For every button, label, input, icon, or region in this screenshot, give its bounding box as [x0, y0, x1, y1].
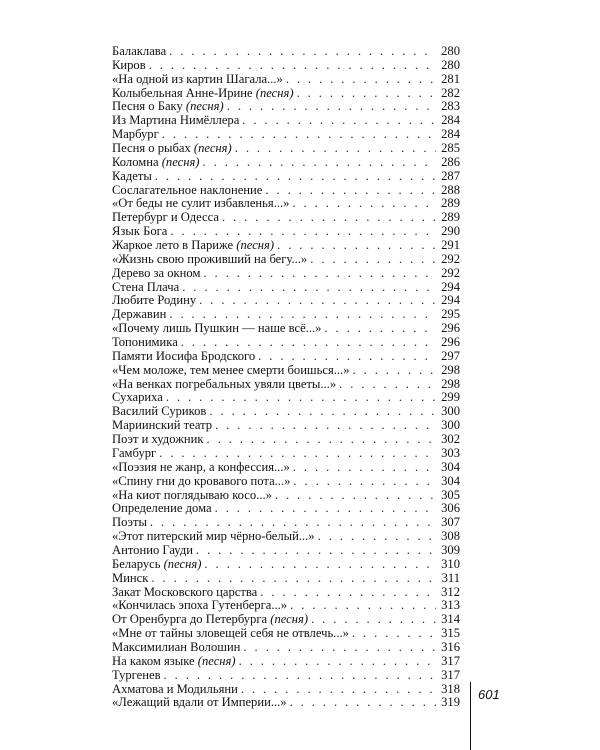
toc-entry-title-text: «Чем моложе, тем менее смерти боишься...»	[112, 362, 350, 377]
toc-entry-page: 298	[441, 362, 460, 377]
toc-entry	[112, 558, 460, 572]
toc-entry-title	[112, 142, 235, 156]
toc-entry-title-text: Топонимика	[112, 335, 178, 350]
toc-leader-dots	[170, 225, 436, 239]
toc-entry-page: 283	[441, 99, 460, 114]
toc-entry-title	[112, 308, 169, 322]
toc-entry-title	[112, 128, 162, 142]
table-of-contents	[112, 45, 460, 710]
toc-entry-title-text: От Оренбурга до Петербурга	[112, 612, 271, 627]
toc-leader-dots	[150, 516, 436, 530]
toc-entry-page: 304	[441, 473, 460, 488]
toc-entry-page: 284	[441, 127, 460, 142]
toc-entry-page: 310	[441, 556, 460, 571]
toc-entry-page: 291	[441, 238, 460, 253]
toc-entry	[112, 461, 460, 475]
toc-entry-title	[112, 170, 155, 184]
toc-entry	[112, 87, 460, 101]
toc-entry-page: 299	[441, 390, 460, 405]
toc-leader-dots	[196, 544, 436, 558]
toc-entry	[112, 586, 460, 600]
toc-entry-title	[112, 544, 196, 558]
toc-entry-title	[112, 613, 311, 627]
toc-entry	[112, 544, 460, 558]
toc-leader-dots	[209, 405, 436, 419]
toc-entry-page: 289	[441, 196, 460, 211]
toc-entry-page: 311	[441, 570, 460, 585]
toc-entry	[112, 696, 460, 710]
toc-entry-title	[112, 239, 277, 253]
toc-entry	[112, 322, 460, 336]
toc-entry-title-text: Антонио Гауди	[112, 542, 193, 557]
toc-entry-page: 303	[441, 445, 460, 460]
toc-leader-dots	[292, 197, 436, 211]
toc-leader-dots	[227, 100, 436, 114]
toc-entry	[112, 530, 460, 544]
toc-entry-page: 317	[441, 653, 460, 668]
toc-entry-title-text: Ахматова и Модильяни	[112, 681, 238, 696]
toc-entry	[112, 613, 460, 627]
toc-entry-title-text: «Лежащий вдали от Империи...»	[112, 695, 287, 710]
toc-entry	[112, 156, 460, 170]
toc-entry-title	[112, 516, 150, 530]
toc-entry-title-text: «Жизнь свою проживший на бегу...»	[112, 251, 308, 266]
toc-entry	[112, 475, 460, 489]
toc-entry-page: 302	[441, 432, 460, 447]
toc-entry-title	[112, 378, 339, 392]
toc-leader-dots	[203, 267, 436, 281]
toc-leader-dots	[162, 128, 436, 142]
toc-entry	[112, 267, 460, 281]
toc-entry-title	[112, 336, 181, 350]
toc-leader-dots	[275, 489, 436, 503]
toc-entry	[112, 184, 460, 198]
toc-entry-title-text: Минск	[112, 570, 149, 585]
toc-entry-title-text: Определение дома	[112, 501, 212, 516]
toc-entry-note: (песня)	[161, 154, 200, 169]
toc-entry-title-text: «На киот поглядываю косо...»	[112, 487, 272, 502]
toc-entry-title-text: «Почему лишь Пушкин — наше всё...»	[112, 321, 322, 336]
toc-entry	[112, 378, 460, 392]
toc-entry-note: (песня)	[193, 141, 232, 156]
toc-entry-page: 308	[441, 529, 460, 544]
toc-entry-title-text: Песня о рыбах	[112, 141, 194, 156]
toc-entry-title	[112, 475, 293, 489]
toc-leader-dots	[243, 641, 436, 655]
toc-entry	[112, 253, 460, 267]
toc-entry-title	[112, 502, 215, 516]
toc-entry-page: 294	[441, 279, 460, 294]
toc-entry	[112, 572, 460, 586]
toc-leader-dots	[164, 669, 436, 683]
toc-leader-dots	[235, 142, 436, 156]
toc-leader-dots	[318, 530, 436, 544]
toc-entry-title	[112, 350, 258, 364]
toc-entry	[112, 142, 460, 156]
toc-entry-title	[112, 225, 170, 239]
toc-entry	[112, 489, 460, 503]
toc-leader-dots	[352, 627, 436, 641]
toc-entry	[112, 225, 460, 239]
toc-entry	[112, 336, 460, 350]
toc-entry-title	[112, 114, 242, 128]
toc-entry-page: 316	[441, 639, 460, 654]
toc-entry-title-text: Коломна	[112, 154, 162, 169]
toc-entry-title	[112, 461, 293, 475]
toc-entry-page: 281	[441, 71, 460, 86]
toc-entry-title-text: «На одной из картин Шагала...»	[112, 71, 283, 86]
toc-entry-title-text: Сухариха	[112, 390, 163, 405]
toc-leader-dots	[149, 59, 436, 73]
toc-entry-page: 312	[441, 584, 460, 599]
toc-entry-page: 309	[441, 542, 460, 557]
toc-entry-page: 285	[441, 141, 460, 156]
toc-entry-title-text: Песня о Баку	[112, 99, 186, 114]
toc-entry-title-text: Колыбельная Анне-Ирине	[112, 85, 256, 100]
toc-entry-page: 305	[441, 487, 460, 502]
toc-entry	[112, 669, 460, 683]
toc-entry-page: 297	[441, 348, 460, 363]
toc-leader-dots	[353, 364, 437, 378]
toc-leader-dots	[297, 87, 436, 101]
toc-entry-title-text: Кадеты	[112, 168, 152, 183]
toc-entry	[112, 433, 460, 447]
toc-entry	[112, 419, 460, 433]
margin-rule	[470, 682, 471, 750]
toc-entry-title	[112, 683, 241, 697]
toc-entry	[112, 100, 460, 114]
toc-entry-page: 314	[441, 612, 460, 627]
toc-entry	[112, 627, 460, 641]
toc-leader-dots	[339, 378, 436, 392]
toc-entry-title-text: Сослагательное наклонение	[112, 182, 263, 197]
toc-entry	[112, 405, 460, 419]
toc-entry-title-text: «Кончилась эпоха Гутенберга...»	[112, 598, 288, 613]
toc-entry-page: 280	[441, 44, 460, 58]
toc-entry-note: (песня)	[163, 556, 202, 571]
toc-entry-title	[112, 45, 169, 59]
toc-entry-page: 286	[441, 154, 460, 169]
toc-leader-dots	[293, 461, 436, 475]
toc-leader-dots	[310, 253, 436, 267]
toc-entry	[112, 197, 460, 211]
toc-entry-note: (песня)	[255, 85, 294, 100]
toc-entry-title	[112, 405, 209, 419]
toc-leader-dots	[293, 475, 436, 489]
toc-entry-title	[112, 558, 204, 572]
toc-entry-title	[112, 530, 318, 544]
toc-leader-dots	[181, 336, 436, 350]
toc-leader-dots	[204, 558, 436, 572]
toc-leader-dots	[155, 170, 436, 184]
toc-entry-page: 289	[441, 210, 460, 225]
toc-entry	[112, 683, 460, 697]
toc-entry	[112, 308, 460, 322]
toc-entry-page: 304	[441, 459, 460, 474]
toc-leader-dots	[169, 45, 436, 59]
toc-entry-page: 295	[441, 307, 460, 322]
toc-entry-page: 294	[441, 293, 460, 308]
toc-entry-page: 300	[441, 418, 460, 433]
toc-entry-page: 296	[441, 335, 460, 350]
toc-entry-title-text: Закат Московского царства	[112, 584, 258, 599]
toc-entry-title	[112, 87, 297, 101]
toc-leader-dots	[311, 613, 436, 627]
toc-entry-title	[112, 599, 290, 613]
toc-entry-title	[112, 211, 222, 225]
toc-entry-title	[112, 156, 203, 170]
toc-entry	[112, 170, 460, 184]
toc-leader-dots	[260, 586, 436, 600]
toc-leader-dots	[159, 447, 436, 461]
toc-leader-dots	[290, 696, 436, 710]
toc-entry	[112, 516, 460, 530]
toc-entry-title	[112, 100, 227, 114]
toc-entry-title-text: Дерево за окном	[112, 265, 201, 280]
toc-entry	[112, 294, 460, 308]
toc-entry	[112, 391, 460, 405]
toc-leader-dots	[182, 281, 436, 295]
toc-entry-note: (песня)	[236, 238, 275, 253]
toc-entry-page: 288	[441, 182, 460, 197]
toc-entry-page: 296	[441, 321, 460, 336]
toc-entry-page: 282	[441, 85, 460, 100]
toc-entry	[112, 364, 460, 378]
toc-leader-dots	[324, 322, 436, 336]
toc-entry-title	[112, 294, 199, 308]
toc-entry-note: (песня)	[185, 99, 224, 114]
toc-entry-page: 318	[441, 681, 460, 696]
toc-entry-title	[112, 419, 215, 433]
toc-entry-title	[112, 59, 149, 73]
toc-entry	[112, 350, 460, 364]
toc-entry-title-text: «Этот питерский мир чёрно-белый...»	[112, 529, 315, 544]
toc-entry-title-text: Жаркое лето в Париже	[112, 238, 237, 253]
toc-entry-page: 284	[441, 113, 460, 128]
toc-entry	[112, 599, 460, 613]
toc-leader-dots	[166, 391, 436, 405]
toc-entry-title-text: Гамбург	[112, 445, 157, 460]
toc-entry-title-text: «От беды не сулит избавленья...»	[112, 196, 290, 211]
toc-entry-title-text: Беларусь	[112, 556, 164, 571]
toc-entry-title	[112, 391, 166, 405]
toc-entry-title	[112, 572, 151, 586]
toc-entry	[112, 502, 460, 516]
toc-leader-dots	[222, 211, 436, 225]
toc-entry-title-text: Любите Родину	[112, 293, 197, 308]
toc-entry-title-text: Тургенев	[112, 667, 161, 682]
page-number: 601	[478, 687, 500, 702]
toc-entry-page: 280	[441, 57, 460, 72]
toc-entry-title-text: Балаклава	[112, 44, 167, 58]
toc-leader-dots	[203, 156, 436, 170]
toc-entry-title	[112, 433, 207, 447]
toc-entry	[112, 211, 460, 225]
toc-entry	[112, 59, 460, 73]
toc-leader-dots	[215, 419, 436, 433]
toc-leader-dots	[290, 599, 436, 613]
toc-entry-page: 307	[441, 515, 460, 530]
toc-entry-page: 292	[441, 251, 460, 266]
toc-entry	[112, 114, 460, 128]
toc-entry-title-text: «Поэзия не жанр, а конфессия...»	[112, 459, 290, 474]
toc-leader-dots	[239, 655, 436, 669]
toc-entry-page: 287	[441, 168, 460, 183]
toc-entry	[112, 128, 460, 142]
toc-leader-dots	[169, 308, 436, 322]
toc-entry	[112, 641, 460, 655]
toc-entry	[112, 239, 460, 253]
toc-leader-dots	[242, 114, 436, 128]
toc-entry-page: 298	[441, 376, 460, 391]
toc-entry-title-text: Петербург и Одесса	[112, 210, 219, 225]
toc-entry-title-text: Стена Плача	[112, 279, 180, 294]
toc-entry-title	[112, 696, 290, 710]
toc-entry	[112, 447, 460, 461]
toc-entry-title-text: Мариинский театр	[112, 418, 213, 433]
toc-entry-title-text: «Спину гни до кровавого пота...»	[112, 473, 291, 488]
toc-entry-page: 319	[441, 695, 460, 710]
toc-entry-page: 306	[441, 501, 460, 516]
toc-entry-title-text: Памяти Иосифа Бродского	[112, 348, 256, 363]
toc-entry-title	[112, 281, 182, 295]
toc-leader-dots	[151, 572, 436, 586]
toc-entry-title	[112, 627, 352, 641]
toc-entry-page: 317	[441, 667, 460, 682]
toc-entry-title-text: На каком языке	[112, 653, 198, 668]
toc-entry-title	[112, 73, 286, 87]
toc-leader-dots	[215, 502, 436, 516]
toc-leader-dots	[258, 350, 436, 364]
toc-entry-title	[112, 364, 353, 378]
toc-entry-title-text: Язык Бога	[112, 224, 168, 239]
toc-leader-dots	[277, 239, 436, 253]
toc-entry-title-text: Поэты	[112, 515, 147, 530]
toc-entry-title	[112, 489, 275, 503]
toc-entry-title	[112, 267, 203, 281]
toc-entry-title-text: Из Мартина Нимёллера	[112, 113, 240, 128]
toc-entry-title-text: «Мне от тайны зловещей себя не отвлечь...»	[112, 626, 349, 641]
toc-entry-title	[112, 184, 265, 198]
toc-entry-page: 300	[441, 404, 460, 419]
toc-entry-title-text: «На венках погребальных увяли цветы...»	[112, 376, 337, 391]
toc-leader-dots	[241, 683, 436, 697]
toc-leader-dots	[199, 294, 436, 308]
toc-leader-dots	[265, 184, 436, 198]
toc-entry-title	[112, 197, 292, 211]
toc-entry-title-text: Максимилиан Волошин	[112, 639, 241, 654]
toc-entry-title-text: Державин	[112, 307, 167, 322]
toc-entry	[112, 45, 460, 59]
toc-entry-page: 313	[441, 598, 460, 613]
toc-entry	[112, 73, 460, 87]
toc-leader-dots	[207, 433, 436, 447]
toc-leader-dots	[286, 73, 436, 87]
toc-entry-title	[112, 322, 324, 336]
toc-entry-page: 292	[441, 265, 460, 280]
toc-entry-title-text: Киров	[112, 57, 146, 72]
toc-entry-title-text: Поэт и художник	[112, 432, 204, 447]
toc-entry-title-text: Марбург	[112, 127, 159, 142]
toc-entry-title	[112, 641, 243, 655]
toc-entry-note: (песня)	[270, 612, 309, 627]
toc-entry-title	[112, 253, 310, 267]
toc-entry-note: (песня)	[197, 653, 236, 668]
toc-entry-title-text: Василий Суриков	[112, 404, 207, 419]
toc-entry-page: 315	[441, 626, 460, 641]
toc-entry	[112, 281, 460, 295]
toc-entry-title	[112, 586, 260, 600]
toc-entry-title	[112, 447, 159, 461]
toc-entry-page: 290	[441, 224, 460, 239]
toc-entry	[112, 655, 460, 669]
toc-entry-title	[112, 655, 239, 669]
toc-entry-title	[112, 669, 164, 683]
